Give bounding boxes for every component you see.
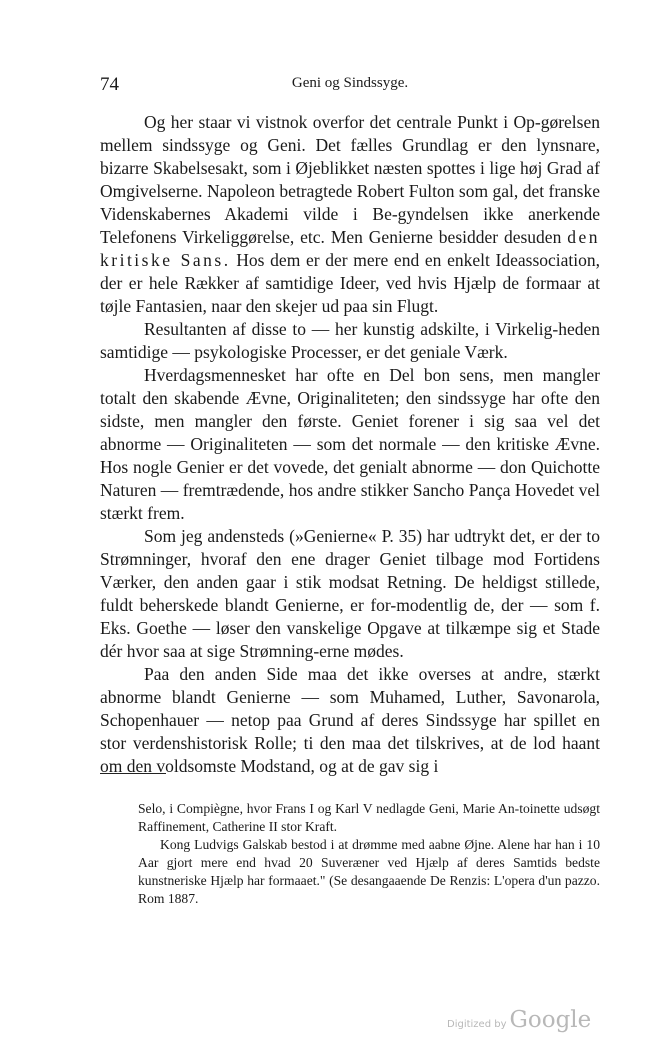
paragraph-3: Hverdagsmennesket har ofte en Del bon sens, men mangler totalt den skabende Ævne, Originaliteten; den sindssyge har ofte den sidste, men mangler den første. Geniet forener i sig saa vel det abnorme — Originaliteten — som det normale — den kritiske Ævne. Hos nogle Genier er det vovede, det genialt abnorme — don Quichotte Naturen — fremtrædende, hos andre stikker Sancho Pança Hovedet vel stærkt frem.	[100, 365, 600, 523]
paragraph-1: Og her staar vi vistnok overfor det centrale Punkt i Op-gørelsen mellem sindssyge og Geni. Det fælles Grundlag er den lynsnare, bizarre Skabelsesakt, som i Øjeblikket næsten spottes i lige høj Grad af Omgivelserne. Napoleon betragtede Robert Fulton som gal, det franske Videnskabernes Akademi vilde i Be-gyndelsen ikke anerkende Telefonens Virkeliggørelse, etc. Men Genierne besidder desuden den kritiske Sans. Hos dem er der mere end en enkelt Ideassociation, der er hele Rækker af samtidige Ideer, ved hvis Hjælp de formaar at tøjle Fantasien, naar den skejer ud paa sin Flugt.	[100, 112, 600, 316]
footnotes	[138, 800, 600, 908]
digitized-watermark	[447, 1007, 591, 1033]
spaced-emphasis: den kritiske Sans.	[100, 227, 600, 270]
running-title: Geni og Sindssyge.	[291, 75, 409, 91]
footnote-1: Selo, i Compiègne, hvor Frans I og Karl V nedlagde Geni, Marie An-toinette udsøgt Raffinement, Catherine II stor Kraft.	[138, 801, 600, 834]
paragraph-4: Som jeg andensteds (»Genierne« P. 35) har udtrykt det, er der to Strømninger, hvoraf den ene drager Geniet tilbage mod Fortidens Værker, den anden gaar i stik modsat Retning. De heldigst stillede, fuldt beherskede blandt Genierne, er for-modentlig de, der — som f. Eks. Goethe — løser den vanskelige Opgave at tilkæmpe sig et Stade dér hvor saa at sige Strømning-erne mødes.	[100, 526, 600, 661]
paragraph-5: Paa den anden Side maa det ikke overses at andre, stærkt abnorme blandt Genierne — som Muhamed, Luther, Savonarola, Schopenhauer — netop paa Grund af deres Sindssyge har spillet en stor verdenshistorisk Rolle; ti den maa det tilskrives, at de lod haant om den voldsomste Modstand, og at de gav sig i	[100, 664, 600, 776]
paragraph-2: Resultanten af disse to — her kunstig adskilte, i Virkelig-heden samtidige — psykologiske Processer, er det geniale Værk.	[100, 319, 600, 362]
main-text	[100, 111, 600, 778]
google-logo: Google	[509, 1007, 592, 1033]
footnote-2: Kong Ludvigs Galskab bestod i at drømme med aabne Øjne. Alene har han i 10 Aar gjort mere end hvad 20 Suveræner ved Hjælp af deres Samtids bedste kunstneriske Hjælp har formaaet." (Se desangaaende De Renzis: L'opera d'un pazzo. Rom 1887.	[138, 837, 600, 906]
footnote-divider	[100, 773, 166, 774]
page-header	[100, 74, 600, 98]
watermark-prefix: Digitized by	[447, 1019, 507, 1030]
page-number: 74	[100, 74, 119, 95]
